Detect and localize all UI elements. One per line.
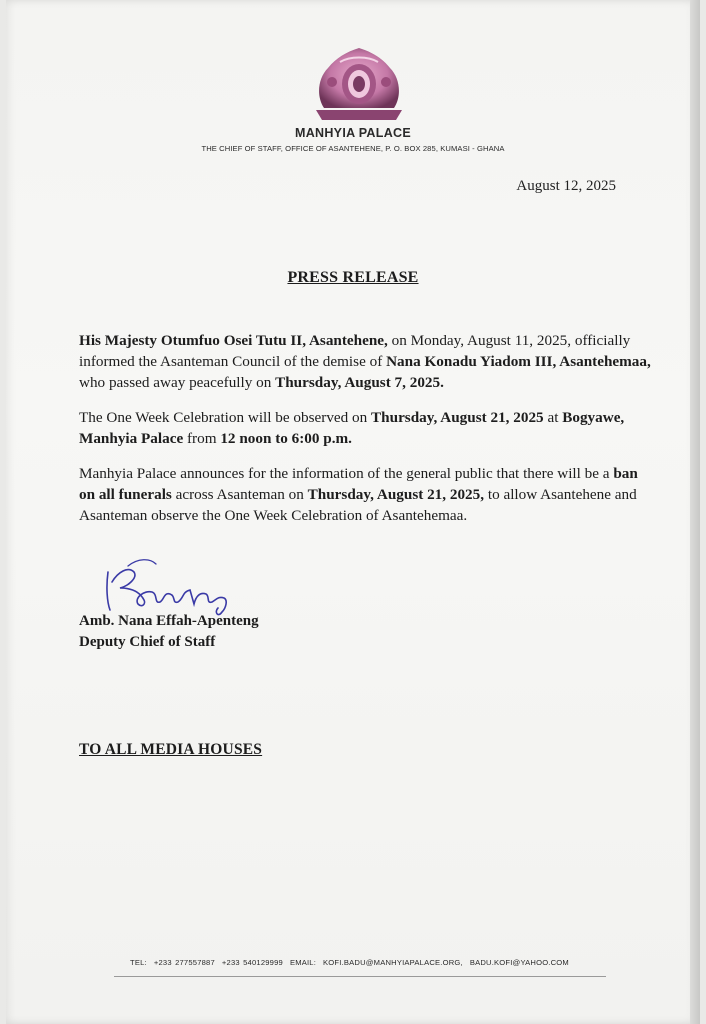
phone-number: +233 540129999 — [221, 958, 283, 967]
footer-contact — [6, 958, 700, 967]
email-address: KOFI.BADU@MANHYIAPALACE.ORG, — [323, 958, 463, 967]
body-text: from — [183, 430, 221, 447]
body-text: to allow Asantehene and Asanteman observe the One Week Celebration of Asantehemaa. — [79, 486, 637, 524]
recipients-line: TO ALL MEDIA HOUSES — [79, 741, 263, 758]
bold-text: 12 noon to 6:00 p.m. — [220, 430, 352, 447]
document-title: PRESS RELEASE — [287, 269, 419, 286]
body-text: The One Week Celebration will be observed on — [79, 409, 372, 426]
body-text: at — [543, 409, 563, 426]
email-label: EMAIL: — [289, 958, 317, 967]
bold-text: Nana Konadu Yiadom III, Asantehemaa, — [386, 353, 651, 370]
body-text: who passed away peacefully on — [79, 374, 276, 391]
footer-divider — [114, 976, 606, 977]
bold-text: Thursday, August 21, 2025, — [307, 486, 485, 503]
body-text: Manhyia Palace announces for the information of the general public that there will be a — [79, 465, 614, 482]
golden-stool-emblem-icon — [310, 38, 408, 124]
organization-address: THE CHIEF OF STAFF, OFFICE OF ASANTEHENE, P. O. BOX 285, KUMASI - GHANA — [201, 144, 505, 153]
signatory-name: Amb. Nana Effah-Apenteng — [79, 613, 259, 629]
letter-date: August 12, 2025 — [516, 178, 616, 194]
paragraph-announcement — [79, 330, 651, 393]
signatory-title: Deputy Chief of Staff — [79, 634, 216, 650]
email-address: BADU.KOFI@YAHOO.COM — [469, 958, 569, 967]
body-text: on Monday, August 11, 2025, officially informed the Asanteman Council of the demise of — [79, 332, 631, 370]
bold-text: His Majesty Otumfuo Osei Tutu II, Asantehene, — [79, 332, 388, 349]
paragraph-funeral-ban — [79, 463, 651, 526]
page-edge-shadow — [690, 0, 700, 1024]
phone-number: +233 277557887 — [153, 958, 215, 967]
letter-page — [6, 0, 700, 1024]
organization-name: MANHYIA PALACE — [294, 126, 411, 140]
bold-text: Thursday, August 21, 2025 — [371, 409, 544, 426]
body-text: across Asanteman on — [171, 486, 308, 503]
bold-text: Bogyawe, Manhyia Palace — [79, 409, 625, 447]
bold-text: Thursday, August 7, 2025. — [275, 374, 444, 391]
handwritten-signature — [98, 552, 258, 622]
paragraph-celebration — [79, 407, 651, 449]
tel-label: TEL: — [130, 958, 147, 967]
bold-text: ban on all funerals — [79, 465, 638, 503]
